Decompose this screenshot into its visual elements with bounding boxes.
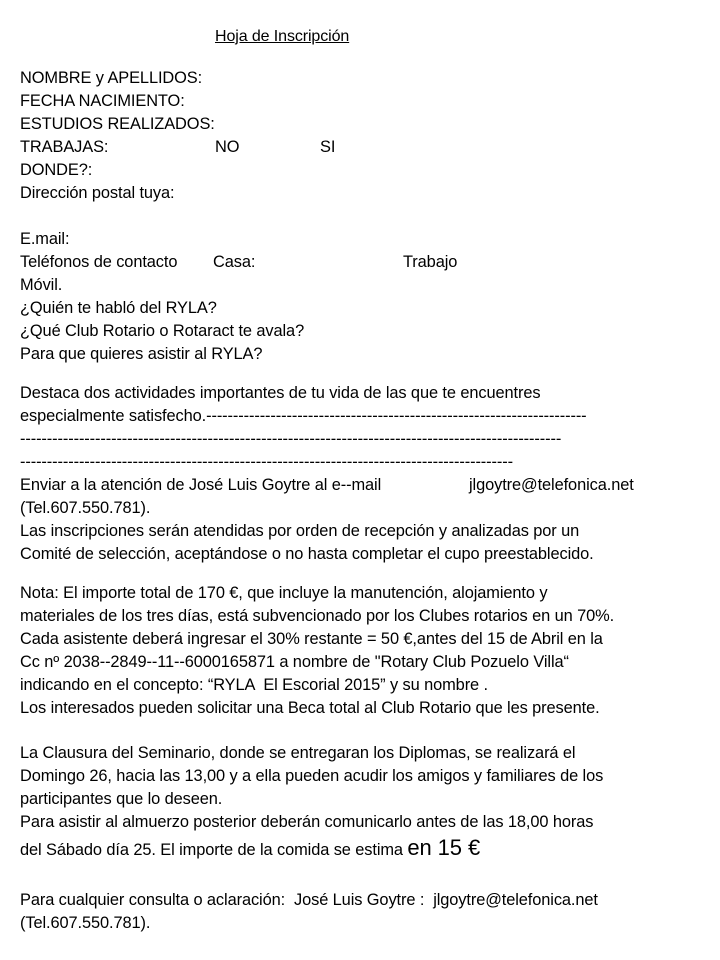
telefonos-label: Teléfonos de contacto	[20, 253, 178, 271]
field-fecha-nacimiento: FECHA NACIMIENTO:	[20, 92, 185, 110]
telefono-trabajo-label: Trabajo	[403, 253, 458, 271]
enviar-line-2: (Tel.607.550.781).	[20, 499, 151, 517]
trabajas-si-option: SI	[320, 138, 336, 156]
consulta-line-1: Para cualquier consulta o aclaración: José Luis Goytre : jlgoytre@telefonica.net	[20, 891, 598, 909]
field-movil: Móvil.	[20, 276, 63, 294]
field-nombre: NOMBRE y APELLIDOS:	[20, 69, 203, 87]
field-telefonos	[20, 251, 700, 273]
page-title: Hoja de Inscripción	[215, 28, 350, 45]
clausura-importe-value: en 15 €	[407, 835, 481, 860]
clausura-line-2: Domingo 26, hacia las 13,00 y a ella pueden acudir los amigos y familiares de los	[20, 767, 604, 785]
question-club: ¿Qué Club Rotario o Rotaract te avala?	[20, 322, 305, 340]
question-quien: ¿Quién te habló del RYLA?	[20, 299, 217, 317]
destaca-line-1: Destaca dos actividades importantes de tu vida de las que te encuentres	[20, 384, 541, 402]
dash-line-3: -----------------------------------------------------------------------------------------------------	[20, 430, 562, 448]
trabajas-no-option: NO	[215, 138, 240, 156]
clausura-line-1: La Clausura del Seminario, donde se entregaran los Diplomas, se realizará el	[20, 744, 576, 762]
clausura-line-3: participantes que lo deseen.	[20, 790, 223, 808]
trabajas-label: TRABAJAS:	[20, 138, 109, 156]
consulta-line-2: (Tel.607.550.781).	[20, 914, 151, 932]
clausura-line-5	[20, 834, 480, 864]
question-para-que: Para que quieres asistir al RYLA?	[20, 345, 263, 363]
nota-line-1: Nota: El importe total de 170 €, que incluye la manutención, alojamiento y	[20, 584, 548, 602]
nota-line-4: Cc nº 2038--2849--11--6000165871 a nombre de "Rotary Club Pozuelo Villa“	[20, 653, 569, 671]
nota-line-5: indicando en el concepto: “RYLA El Escorial 2015” y su nombre .	[20, 676, 488, 694]
dash-line-4: --------------------------------------------------------------------------------------------	[20, 453, 513, 471]
field-trabajas	[20, 136, 700, 158]
enviar-text: Enviar a la atención de José Luis Goytre al e--mail	[20, 476, 382, 494]
dash-separator: -----------------------------------------------------------------------	[206, 407, 587, 425]
field-estudios: ESTUDIOS REALIZADOS:	[20, 115, 215, 133]
inscripciones-line-2: Comité de selección, aceptándose o no hasta completar el cupo preestablecido.	[20, 545, 594, 563]
enviar-email: jlgoytre@telefonica.net	[469, 476, 634, 494]
enviar-line-1	[20, 474, 700, 496]
nota-line-6: Los interesados pueden solicitar una Beca total al Club Rotario que les presente.	[20, 699, 600, 717]
nota-line-2: materiales de los tres días, está subvencionado por los Clubes rotarios en un 70%.	[20, 607, 615, 625]
nota-line-3: Cada asistente deberá ingresar el 30% restante = 50 €,antes del 15 de Abril en la	[20, 630, 603, 648]
field-direccion: Dirección postal tuya:	[20, 184, 175, 202]
clausura-line-4: Para asistir al almuerzo posterior deberán comunicarlo antes de las 18,00 horas	[20, 813, 594, 831]
destaca-line-2	[20, 405, 700, 427]
field-email: E.mail:	[20, 230, 70, 248]
field-donde: DONDE?:	[20, 161, 93, 179]
clausura-importe-text: del Sábado día 25. El importe de la comida se estima	[20, 841, 408, 859]
inscripciones-line-1: Las inscripciones serán atendidas por orden de recepción y analizadas por un	[20, 522, 580, 540]
destaca-text: especialmente satisfecho.	[20, 407, 207, 425]
telefono-casa-label: Casa:	[213, 253, 256, 271]
